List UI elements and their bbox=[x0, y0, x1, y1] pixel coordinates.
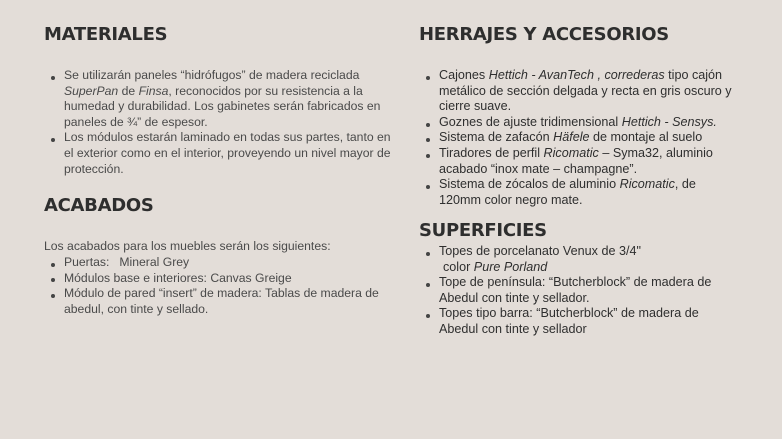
herrajes-heading: HERRAJES Y ACCESORIOS bbox=[419, 24, 669, 45]
list-item bbox=[44, 286, 394, 317]
list-item bbox=[44, 271, 394, 287]
list-item bbox=[419, 130, 739, 146]
item-text: , reconocidos por su resistencia a la humedad y durabilidad. Los gabinetes serán fabricados en paneles de ¾” de espesor. bbox=[64, 83, 381, 129]
herrajes-list bbox=[419, 68, 739, 208]
item-text: – Syma32, aluminio acabado “inox mate – champagne”. bbox=[439, 145, 713, 176]
item-text: de montaje al suelo bbox=[589, 130, 703, 145]
superficies-heading: SUPERFICIES bbox=[419, 220, 547, 241]
materiales-heading: MATERIALES bbox=[44, 24, 168, 45]
list-item bbox=[419, 177, 739, 208]
brand-hafele: Häfele bbox=[553, 130, 590, 145]
list-item bbox=[44, 255, 394, 271]
list-item bbox=[419, 146, 739, 177]
item-text: Topes tipo barra: “Butcherblock” de madera de Abedul con tinte y sellador bbox=[439, 306, 699, 336]
acabados-intro: Los acabados para los muebles serán los siguientes: bbox=[44, 239, 331, 253]
brand-finsa: Finsa bbox=[138, 83, 169, 98]
list-item bbox=[44, 130, 394, 177]
brand-ricomatic: Ricomatic bbox=[619, 177, 675, 192]
item-text: Módulos base e interiores: Canvas Greige bbox=[64, 270, 292, 285]
materiales-list bbox=[44, 68, 394, 177]
item-text: Topes de porcelanato Venux de 3/4" bbox=[439, 244, 641, 258]
brand-pure-porland: Pure Porland bbox=[473, 259, 548, 274]
item-text: Se utilizarán paneles “hidrófugos” de madera reciclada bbox=[64, 68, 360, 82]
item-text: tipo cajón metálico de sección delgada y recta en gris oscuro y cierre suave. bbox=[439, 68, 732, 114]
list-item bbox=[419, 68, 739, 115]
item-text: Módulo de pared “insert” de madera: Tablas de madera de abedul, con tinte y sellado. bbox=[64, 286, 379, 316]
acabados-heading: ACABADOS bbox=[44, 195, 154, 216]
item-text: , de 120mm color negro mate. bbox=[439, 177, 696, 207]
item-text: Tiradores de perfil bbox=[439, 145, 544, 160]
item-text: Cajones bbox=[439, 68, 489, 82]
superficies-list bbox=[419, 244, 739, 338]
acabados-list bbox=[44, 255, 394, 317]
item-text: de bbox=[118, 83, 139, 98]
item-text: Sistema de zafacón bbox=[439, 130, 554, 145]
brand-hettich-avantech: Hettich - AvanTech , correderas bbox=[488, 68, 665, 82]
item-label: Puertas: bbox=[64, 255, 110, 269]
list-item bbox=[419, 306, 739, 337]
item-text: Tope de península: “Butcherblock” de madera de Abedul con tinte y sellador. bbox=[439, 275, 712, 305]
item-text: Goznes de ajuste tridimensional bbox=[439, 114, 622, 129]
item-text: color bbox=[443, 259, 474, 274]
brand-superpan: SuperPan bbox=[64, 83, 119, 98]
list-item bbox=[419, 275, 739, 306]
brand-ricomatic: Ricomatic bbox=[543, 145, 599, 160]
item-value: Mineral Grey bbox=[119, 255, 190, 269]
item-text: Los módulos estarán laminado en todas sus partes, tanto en el exterior como en el interior, proveyendo un nivel mayor de protección. bbox=[64, 130, 391, 176]
list-item bbox=[419, 115, 739, 131]
list-item bbox=[44, 68, 394, 130]
item-text: Sistema de zócalos de aluminio bbox=[439, 177, 620, 192]
brand-hettich-sensys: Hettich - Sensys. bbox=[621, 114, 717, 129]
list-item bbox=[419, 244, 739, 275]
